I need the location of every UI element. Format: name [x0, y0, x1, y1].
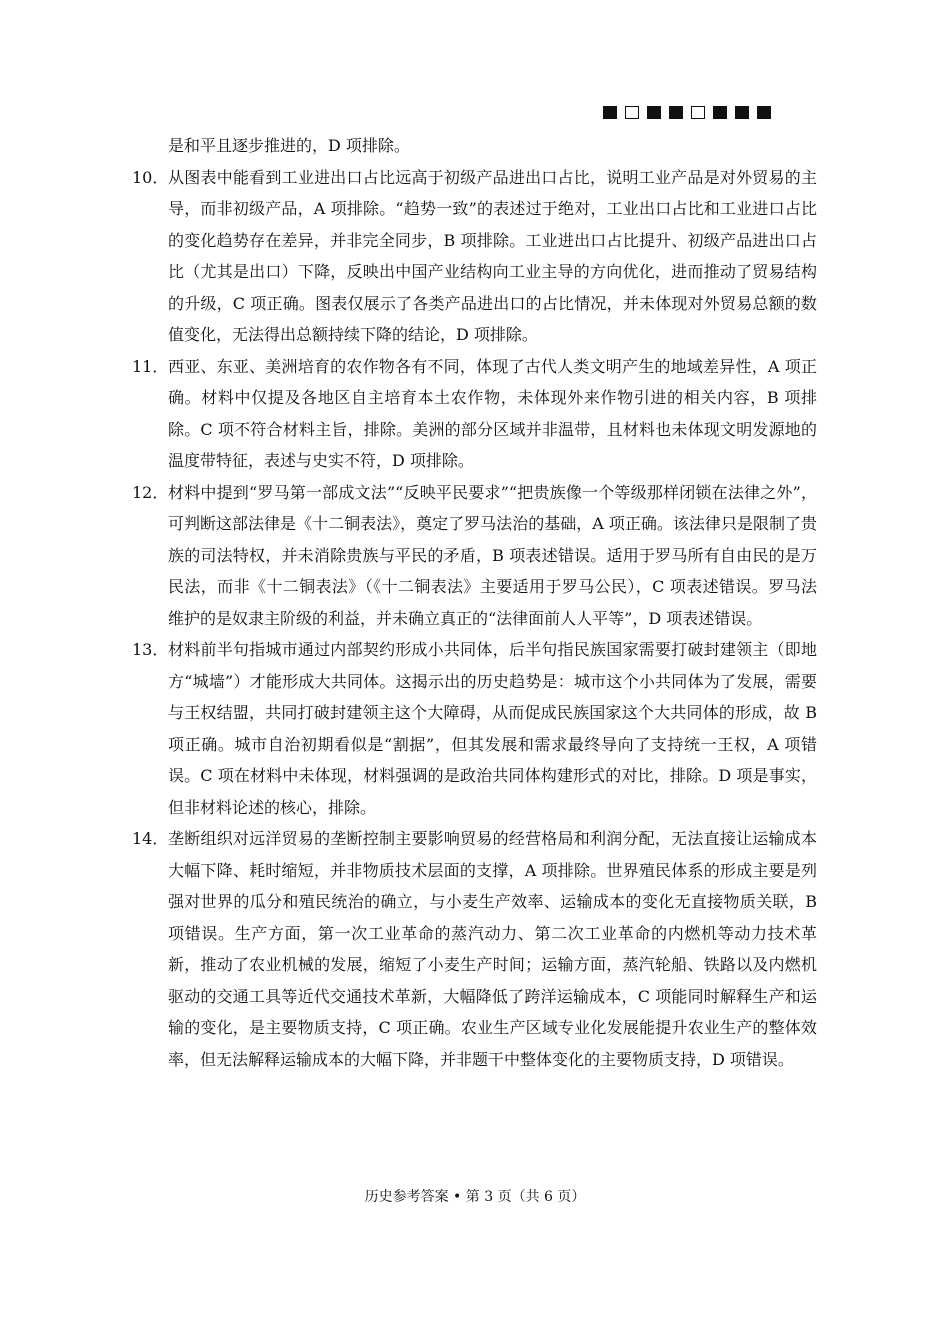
- header-mark-2: [625, 106, 639, 119]
- item-number: 12．: [132, 482, 169, 502]
- item-text: 材料前半句指城市通过内部契约形成小共同体，后半句指民族国家需要打破封建领主（即地方“城墙”）才能形成大共同体。这揭示出的历史趋势是：城市这个小共同体为了发展，需要与王权结盟，共同打破封建领主这个大障碍，从而促成民族国家这个大共同体的形成，故 B 项正确。城市自治初期看似是“割据”，但其发展和需求最终导向了支持统一王权，A 项错误。C 项在材料中未体现，材料强调的是政治共同体构建形式的对比，排除。D 项是事实，但非材料论述的核心，排除。: [168, 640, 817, 817]
- item-text: 西亚、东亚、美洲培育的农作物各有不同，体现了古代人类文明产生的地域差异性，A 项正确。材料中仅提及各地区自主培育本土农作物，未体现外来作物引进的相关内容，B 项排除。C 项不符合材料主旨，排除。美洲的部分区域并非温带，且材料也未体现文明发源地的温度带特征，表述与史实不符，D 项排除。: [168, 356, 817, 470]
- header-mark-6: [713, 106, 727, 119]
- item-text: 材料中提到“罗马第一部成文法”“反映平民要求”“把贵族像一个等级那样闭锁在法律之外”，可判断这部法律是《十二铜表法》，奠定了罗马法治的基础，A 项正确。该法律只是限制了贵族的司法特权，并未消除贵族与平民的矛盾，B 项表述错误。适用于罗马所有自由民的是万民法，而非《十二铜表法》（《十二铜表法》主要适用于罗马公民），C 项表述错误。罗马法维护的是奴隶主阶级的利益，并未确立真正的“法律面前人人平等”，D 项表述错误。: [168, 482, 817, 628]
- item-number: 10．: [132, 167, 169, 187]
- page-header-marks: [603, 106, 771, 119]
- item-number: 11．: [132, 356, 169, 376]
- header-mark-3: [647, 106, 661, 119]
- answer-item-13: [132, 634, 817, 823]
- item-text: 从图表中能看到工业进出口占比远高于初级产品进出口占比，说明工业产品是对外贸易的主导，而非初级产品，A 项排除。“趋势一致”的表述过于绝对，工业出口占比和工业进口占比的变化趋势存在差异，并非完全同步，B 项排除。工业进出口占比提升、初级产品进出口占比（尤其是出口）下降，反映出中国产业结构向工业主导的方向优化，进而推动了贸易结构的升级，C 项正确。图表仅展示了各类产品进出口的占比情况，并未体现对外贸易总额的数值变化，无法得出总额持续下降的结论，D 项排除。: [168, 167, 817, 344]
- answer-content: [132, 130, 817, 1075]
- answer-item-11: [132, 351, 817, 477]
- answer-item-10: [132, 162, 817, 351]
- header-mark-7: [735, 106, 749, 119]
- header-mark-4: [669, 106, 683, 119]
- header-mark-1: [603, 106, 617, 119]
- item-text: 垄断组织对远洋贸易的垄断控制主要影响贸易的经营格局和利润分配，无法直接让运输成本大幅下降、耗时缩短，并非物质技术层面的支撑，A 项排除。世界殖民体系的形成主要是列强对世界的瓜分和殖民统治的确立，与小麦生产效率、运输成本的变化无直接物质关联，B 项错误。生产方面，第一次工业革命的蒸汽动力、第二次工业革命的内燃机等动力技术革新，推动了农业机械的发展，缩短了小麦生产时间；运输方面，蒸汽轮船、铁路以及内燃机驱动的交通工具等近代交通技术革新，大幅降低了跨洋运输成本，C 项能同时解释生产和运输的变化，是主要物质支持，C 项正确。农业生产区域专业化发展能提升农业生产的整体效率，但无法解释运输成本的大幅下降，并非题干中整体变化的主要物质支持，D 项错误。: [168, 829, 817, 1069]
- answer-item-14: [132, 823, 817, 1075]
- header-mark-8: [757, 106, 771, 119]
- item-number: 13．: [132, 640, 169, 659]
- header-mark-5: [691, 106, 705, 119]
- answer-item-12: [132, 477, 817, 635]
- continuation-text: 是和平且逐步推进的，D 项排除。: [168, 136, 410, 155]
- page-footer: 历史参考答案 • 第 3 页（共 6 页）: [364, 1189, 586, 1205]
- item-number: 14．: [132, 829, 169, 848]
